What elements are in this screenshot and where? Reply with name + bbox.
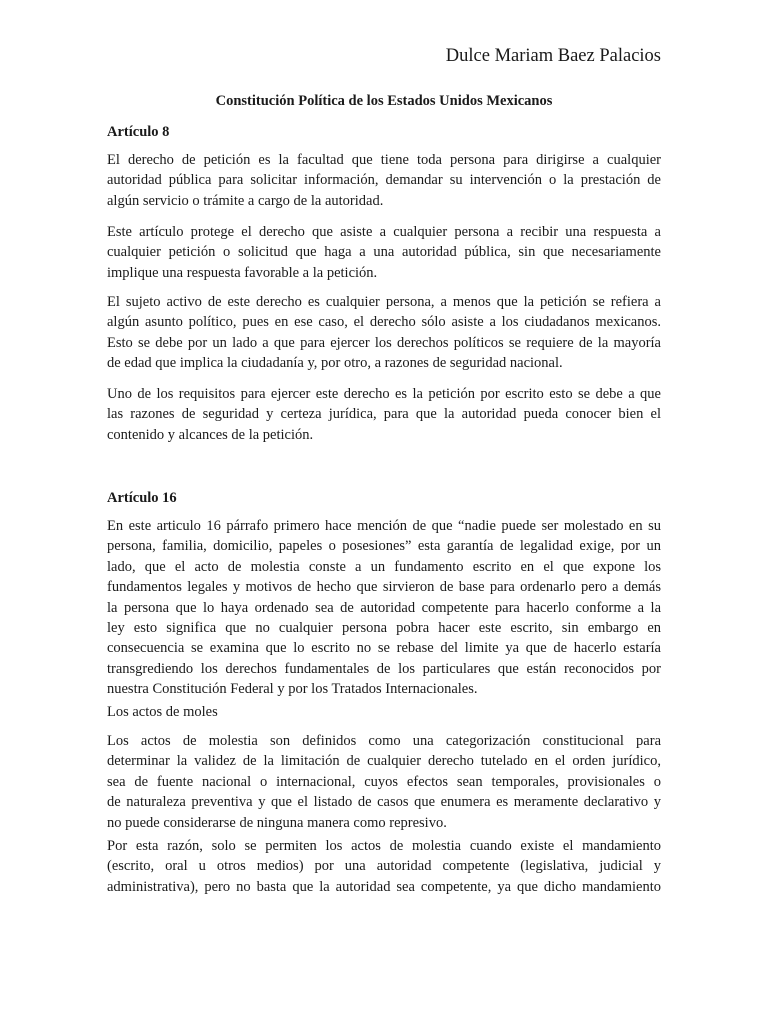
text-line: determinar la validez de la limitación de cualquier derecho tutelado en el orden jurídico,: [107, 753, 661, 770]
text-line: transgrediendo los derechos fundamentales de los particulares que están reconocidos por: [107, 660, 661, 677]
text-line: algún servicio o trámite a cargo de la autoridad.: [107, 192, 384, 209]
article-16-paragraph-1: [107, 516, 661, 700]
text-line: Uno de los requisitos para ejercer este derecho es la petición por escrito esto se debe a que: [107, 386, 661, 402]
text-line: nuestra Constitución Federal y por los Tratados Internacionales.: [107, 681, 478, 698]
article-8-heading: Artículo 8: [107, 124, 170, 140]
text-line: fundamentos legales y motivos de hecho que sirvieron de base para ordenarlo pero a demás: [107, 579, 661, 596]
document-title: Constitución Política de los Estados Unidos Mexicanos: [215, 93, 553, 109]
text-line: algún asunto político, pues en ese caso, el derecho sólo asiste a los ciudadanos mexicanos.: [107, 314, 661, 331]
text-line: sea de fuente nacional o internacional, cuyos efectos sean temporales, provisionales o: [107, 773, 661, 790]
text-line: contenido y alcances de la petición.: [107, 426, 314, 443]
text-line: ley esto significa que no cualquier persona pobra hacer este escrito, sin embargo en: [107, 619, 661, 636]
text-line: Esto se debe por un lado a que para ejercer los derechos políticos se requiere de la mayoría: [107, 334, 661, 351]
article-16-heading: Artículo 16: [107, 490, 177, 506]
text-line: Por esta razón, solo se permiten los actos de molestia cuando existe el mandamiento: [107, 838, 661, 854]
text-line: implique una respuesta favorable a la petición.: [107, 264, 378, 281]
text-line: Los actos de molestia son definidos como una categorización constitucional para: [107, 733, 661, 749]
text-line: administrativa), pero no basta que la autoridad sea competente, ya que dicho mandamiento: [107, 878, 661, 895]
text-line: de naturaleza preventiva y que el listado de casos que enumera es meramente declarativo y: [107, 794, 661, 811]
text-line: consecuencia se examina que lo escrito no se rebase del limite ya que de hacerlo estaría: [107, 640, 661, 657]
text-line: (escrito, oral u otros medios) por una autoridad competente (legislativa, judicial y: [107, 858, 661, 875]
article-8-paragraph-1: [107, 150, 661, 211]
text-line: la persona que lo haya ordenado sea de autoridad competente para hacerlo conforme a la: [107, 599, 661, 616]
text-line: las razones de seguridad y certeza jurídica, para que la autoridad pueda conocer bien el: [107, 406, 661, 423]
text-line: En este articulo 16 párrafo primero hace mención de que “nadie puede ser molestado en su: [107, 518, 661, 534]
text-line: cualquier petición o solicitud que haga a una autoridad pública, sin que necesariamente: [107, 244, 661, 261]
text-line: de edad que implica la ciudadanía y, por otro, a razones de seguridad nacional.: [107, 355, 563, 372]
text-line: El sujeto activo de este derecho es cualquier persona, a menos que la petición se refiera a: [107, 294, 661, 310]
text-line: persona, familia, domicilio, papeles o posesiones” esta garantía de legalidad exige, por un: [107, 538, 661, 555]
text-line: El derecho de petición es la facultad que tiene toda persona para dirigirse a cualquier: [107, 152, 661, 168]
article-8-paragraph-4: [107, 384, 661, 445]
article-8-paragraph-2: [107, 222, 661, 283]
text-line: no puede considerarse de ninguna manera como represivo.: [107, 814, 447, 831]
article-16-subheading: Los actos de moles: [107, 704, 218, 720]
author-name: Dulce Mariam Baez Palacios: [445, 46, 661, 66]
article-16-paragraph-2: [107, 731, 661, 833]
text-line: Este artículo protege el derecho que asiste a cualquier persona a recibir una respuesta a: [107, 224, 661, 240]
text-line: autoridad pública para solicitar información, demandar su intervención o la prestación de: [107, 172, 661, 189]
article-16-paragraph-3: [107, 836, 661, 897]
text-line: lado, que el acto de molestia conste a un fundamento escrito en el que expone los: [107, 558, 661, 575]
article-8-paragraph-3: [107, 292, 661, 374]
